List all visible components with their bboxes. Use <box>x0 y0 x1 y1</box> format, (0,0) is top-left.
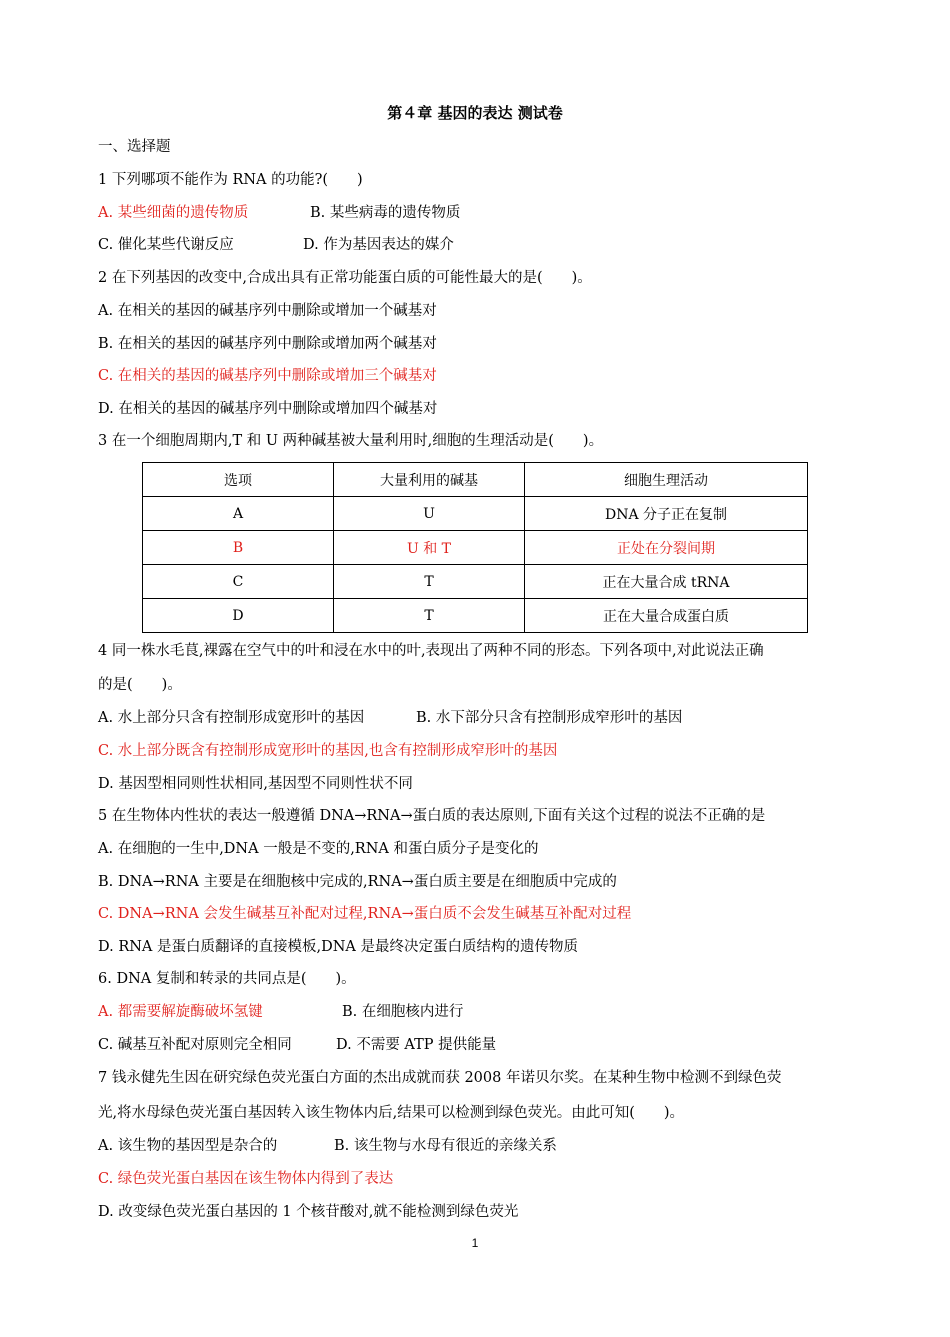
question-7-stem-line-1: 7 钱永健先生因在研究绿色荧光蛋白方面的杰出成就而获 2008 年诺贝尔奖。在某种生物中检测不到绿色荧 <box>98 1070 782 1086</box>
table-cell: U <box>334 497 525 531</box>
question-7-option-c-answer: C. 绿色荧光蛋白基因在该生物体内得到了表达 <box>98 1171 394 1187</box>
question-1-options-ab <box>98 203 460 223</box>
table-row <box>143 565 808 599</box>
page-number: 1 <box>471 1236 479 1250</box>
question-4-option-a: A. 水上部分只含有控制形成宽形叶的基因 <box>98 710 365 726</box>
question-6-options-cd <box>98 1035 496 1055</box>
question-4-option-b: B. 水下部分只含有控制形成窄形叶的基因 <box>416 710 683 726</box>
table-cell: 正处在分裂间期 <box>525 531 808 565</box>
question-2-stem: 2 在下列基因的改变中,合成出具有正常功能蛋白质的可能性最大的是( )。 <box>98 270 592 286</box>
table-row <box>143 497 808 531</box>
question-2-option-d: D. 在相关的基因的碱基序列中删除或增加四个碱基对 <box>98 401 438 417</box>
table-cell: C <box>143 565 334 599</box>
question-7-stem-line-2: 光,将水母绿色荧光蛋白基因转入该生物体内后,结果可以检测到绿色荧光。由此可知( )。 <box>98 1105 685 1121</box>
table-row-answer <box>143 531 808 565</box>
question-7-options-ab <box>98 1136 557 1156</box>
question-5-option-d: D. RNA 是蛋白质翻译的直接模板,DNA 是最终决定蛋白质结构的遗传物质 <box>98 939 579 955</box>
table-cell: T <box>334 599 525 633</box>
question-2-option-c-answer: C. 在相关的基因的碱基序列中删除或增加三个碱基对 <box>98 368 437 384</box>
question-1-option-d: D. 作为基因表达的媒介 <box>303 237 454 253</box>
question-5-option-c-answer: C. DNA→RNA 会发生碱基互补配对过程,RNA→蛋白质不会发生碱基互补配对过程 <box>98 906 632 922</box>
question-5-option-b: B. DNA→RNA 主要是在细胞核中完成的,RNA→蛋白质主要是在细胞质中完成的 <box>98 874 617 890</box>
table-row <box>143 599 808 633</box>
question-2-option-b: B. 在相关的基因的碱基序列中删除或增加两个碱基对 <box>98 336 437 352</box>
question-3-table <box>142 462 808 633</box>
question-6-option-a-answer: A. 都需要解旋酶破坏氢键 <box>98 1004 263 1020</box>
question-1-option-a-answer: A. 某些细菌的遗传物质 <box>98 205 249 221</box>
table-header: 大量利用的碱基 <box>334 463 525 497</box>
question-4-option-d: D. 基因型相同则性状相同,基因型不同则性状不同 <box>98 776 413 792</box>
table-cell: 正在大量合成蛋白质 <box>525 599 808 633</box>
table-cell: D <box>143 599 334 633</box>
question-1-option-b: B. 某些病毒的遗传物质 <box>310 205 461 221</box>
question-6-options-ab <box>98 1002 463 1022</box>
question-7-option-a: A. 该生物的基因型是杂合的 <box>98 1138 278 1154</box>
table-header: 细胞生理活动 <box>525 463 808 497</box>
question-5-option-a: A. 在细胞的一生中,DNA 一般是不变的,RNA 和蛋白质分子是变化的 <box>98 841 539 857</box>
question-7-option-d: D. 改变绿色荧光蛋白基因的 1 个核苷酸对,就不能检测到绿色荧光 <box>98 1204 519 1220</box>
table-header: 选项 <box>143 463 334 497</box>
question-6-option-b: B. 在细胞核内进行 <box>342 1004 464 1020</box>
table-cell: U 和 T <box>334 531 525 565</box>
question-7-option-b: B. 该生物与水母有很近的亲缘关系 <box>334 1138 557 1154</box>
question-5-stem: 5 在生物体内性状的表达一般遵循 DNA→RNA→蛋白质的表达原则,下面有关这个过程的说法不正确的是 <box>98 808 766 824</box>
table-cell: A <box>143 497 334 531</box>
question-1-options-cd <box>98 235 454 255</box>
question-4-stem-line-2: 的是( )。 <box>98 677 182 693</box>
question-1-stem: 1 下列哪项不能作为 RNA 的功能?( ) <box>98 172 363 188</box>
question-6-option-c: C. 碱基互补配对原则完全相同 <box>98 1037 292 1053</box>
table-cell: B <box>143 531 334 565</box>
question-1-option-c: C. 催化某些代谢反应 <box>98 237 234 253</box>
question-4-option-c-answer: C. 水上部分既含有控制形成宽形叶的基因,也含有控制形成窄形叶的基因 <box>98 743 558 759</box>
question-6-option-d: D. 不需要 ATP 提供能量 <box>336 1037 497 1053</box>
table-cell: T <box>334 565 525 599</box>
question-6-stem: 6. DNA 复制和转录的共同点是( )。 <box>98 971 356 987</box>
question-4-stem-line-1: 4 同一株水毛茛,裸露在空气中的叶和浸在水中的叶,表现出了两种不同的形态。下列各项中,对此说法正确 <box>98 643 764 659</box>
table-cell: 正在大量合成 tRNA <box>525 565 808 599</box>
question-4-options-ab <box>98 708 682 728</box>
table-cell: DNA 分子正在复制 <box>525 497 808 531</box>
section-heading: 一、选择题 <box>98 139 171 155</box>
question-3-stem: 3 在一个细胞周期内,T 和 U 两种碱基被大量利用时,细胞的生理活动是( )。 <box>98 433 604 449</box>
question-2-option-a: A. 在相关的基因的碱基序列中删除或增加一个碱基对 <box>98 303 437 319</box>
page-title: 第４章 基因的表达 测试卷 <box>387 104 563 122</box>
table-header-row <box>143 463 808 497</box>
